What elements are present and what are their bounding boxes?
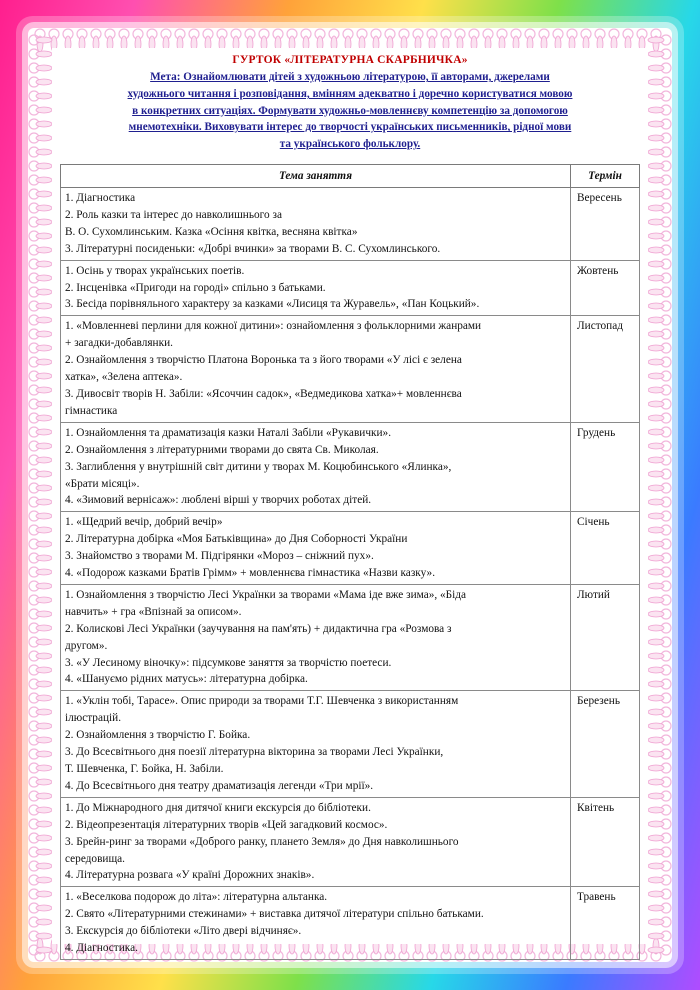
table-row — [61, 316, 640, 422]
topic-line: 1. До Міжнародного дня дитячої книги екскурсія до бібліотеки. — [65, 801, 371, 814]
topic-line: 3. Заглиблення у внутрішній світ дитини у творах М. Коцюбинського «Ялинка», — [65, 460, 452, 473]
term-cell: Грудень — [571, 422, 640, 512]
topic-line: 4. «Подорож казками Братів Грімм» + мовленнєва гімнастика «Назви казку». — [65, 567, 436, 580]
topic-cell — [61, 188, 571, 261]
topic-line: 3. «У Лесиному віночку»: підсумкове заняття за творчістю поетеси. — [65, 656, 392, 669]
term-cell: Жовтень — [571, 260, 640, 316]
topic-line: 3. Літературні посиденьки: «Добрі вчинки» за творами В. С. Сухомлинського. — [65, 242, 441, 255]
goal-line: мнемотехніки. Виховувати інтерес до творчості українських письменників, рідної мови — [128, 121, 572, 134]
topic-line: 4. «Зимовий вернісаж»: люблені вірші у творчих роботах дітей. — [65, 494, 372, 507]
topic-line: 2. Літературна добірка «Моя Батьківщина» до Дня Соборності України — [65, 533, 408, 546]
topic-line: 3. Брейн-ринг за творами «Доброго ранку, плането Земля» до Дня навколишнього — [65, 835, 459, 848]
topic-cell — [61, 584, 571, 690]
topic-line: 2. Ознайомлення з літературними творами до свята Св. Миколая. — [65, 443, 379, 456]
table-body — [61, 188, 640, 960]
term-cell: Травень — [571, 887, 640, 960]
topic-cell — [61, 316, 571, 422]
topic-line: + загадки-добавлянки. — [65, 337, 173, 350]
term-cell: Вересень — [571, 188, 640, 261]
term-cell: Січень — [571, 512, 640, 585]
topic-line: 2. Свято «Літературними стежинами» + виставка дитячої літератури спільно батьками. — [65, 908, 484, 921]
topic-line: 1. «Щедрий вечір, добрий вечір» — [65, 516, 223, 529]
topic-line: 1. Ознайомлення з творчістю Лесі Українки за творами «Мама іде вже зима», «Біда — [65, 588, 467, 601]
table-row — [61, 584, 640, 690]
topic-line: хатка», «Зелена аптека». — [65, 371, 183, 384]
goal-line: художнього читання і розповідання, вмінням адекватно і доречно користуватися мовою — [127, 87, 573, 100]
term-cell: Листопад — [571, 316, 640, 422]
term-cell: Квітень — [571, 797, 640, 887]
topic-line: 3. Знайомство з творами М. Підгірянки «Мороз – сніжний пух». — [65, 550, 374, 563]
topic-cell — [61, 422, 571, 512]
schedule-table — [60, 164, 640, 960]
topic-line: 1. Ознайомлення та драматизація казки Наталі Забіли «Рукавички». — [65, 426, 392, 439]
topic-line: 1. «Веселкова подорож до літа»: літературна альтанка. — [65, 891, 328, 904]
topic-line: 2. Відеопрезентація літературних творів «Цей загадковий космос». — [65, 818, 388, 831]
topic-line: 1. Осінь у творах українських поетів. — [65, 264, 245, 277]
topic-line: навчить» + гра «Впізнай за описом». — [65, 605, 242, 618]
topic-line: 4. «Шануємо рідних матусь»: літературна добірка. — [65, 673, 308, 686]
topic-line: 3. Екскурсія до бібліотеки «Літо двері відчиняє». — [65, 925, 302, 938]
topic-line: ілюстрацій. — [65, 712, 122, 725]
table-row — [61, 887, 640, 960]
topic-line: другом». — [65, 639, 108, 652]
topic-line: 2. Ознайомлення з творчістю Платона Воронька та з його творами «У лісі є зелена — [65, 354, 462, 367]
topic-cell — [61, 887, 571, 960]
goal-text — [52, 69, 648, 153]
topic-cell — [61, 797, 571, 887]
header-term: Термін — [571, 165, 640, 188]
table-row — [61, 797, 640, 887]
topic-line: 3. Дивосвіт творів Н. Забіли: «Ясоччин садок», «Ведмедикова хатка»+ мовленнєва — [65, 387, 462, 400]
document-sheet — [52, 48, 648, 955]
table-row — [61, 188, 640, 261]
goal-line: та українського фольклору. — [279, 138, 421, 151]
topic-line: 2. Колискові Лесі Українки (заучування на пам'ять) + дидактична гра «Розмова з — [65, 622, 452, 635]
goal-line: в конкретних ситуаціях. Формувати художньо-мовленнєву компетенцію за допомогою — [132, 104, 568, 117]
table-header-row — [61, 165, 640, 188]
topic-line: 2. Інсценівка «Пригоди на городі» спільно з батьками. — [65, 281, 326, 294]
term-cell: Лютий — [571, 584, 640, 690]
table-row — [61, 512, 640, 585]
topic-line: 3. До Всесвітнього дня поезії літературна вікторина за творами Лесі Українки, — [65, 746, 444, 759]
topic-line: Т. Шевченка, Г. Бойка, Н. Забіли. — [65, 763, 224, 775]
goal-line: Мета: Ознайомлювати дітей з художньою літературою, її авторами, джерелами — [150, 71, 550, 83]
topic-line: «Брати місяці». — [65, 477, 140, 490]
topic-line: 2. Роль казки та інтерес до навколишнього за — [65, 208, 282, 221]
topic-cell — [61, 260, 571, 316]
table-row — [61, 422, 640, 512]
topic-line: 4. Літературна розвага «У країні Дорожних знаків». — [65, 869, 315, 882]
topic-line: середовища. — [65, 852, 125, 865]
topic-line: 1. «Мовленневі перлини для кожної дитини»: ознайомлення з фольклорними жанрами — [65, 320, 482, 333]
page-title: ГУРТОК «ЛІТЕРАТУРНА СКАРБНИЧКА» — [232, 54, 468, 66]
topic-line: гімнастика — [65, 404, 118, 417]
table-row — [61, 260, 640, 316]
topic-line: 4. До Всесвітнього дня театру драматизація легенди «Три мрії». — [65, 779, 374, 792]
topic-line: 1. Діагностика — [65, 192, 136, 204]
table-row — [61, 691, 640, 797]
topic-line: 3. Бесіда порівняльного характеру за казками «Лисиця та Журавель», «Пан Коцький». — [65, 298, 480, 311]
topic-line: 1. «Уклін тобі, Тарасе». Опис природи за творами Т.Г. Шевченка з використанням — [65, 695, 459, 708]
topic-cell — [61, 691, 571, 797]
topic-cell — [61, 512, 571, 585]
topic-line: 4. Діагностика. — [65, 942, 138, 955]
topic-line: 2. Ознайомлення з творчістю Г. Бойка. — [65, 729, 251, 742]
header-topic: Тема заняття — [61, 165, 571, 188]
term-cell: Березень — [571, 691, 640, 797]
topic-line: В. О. Сухомлинським. Казка «Осіння квітка, весняна квітка» — [65, 225, 358, 238]
